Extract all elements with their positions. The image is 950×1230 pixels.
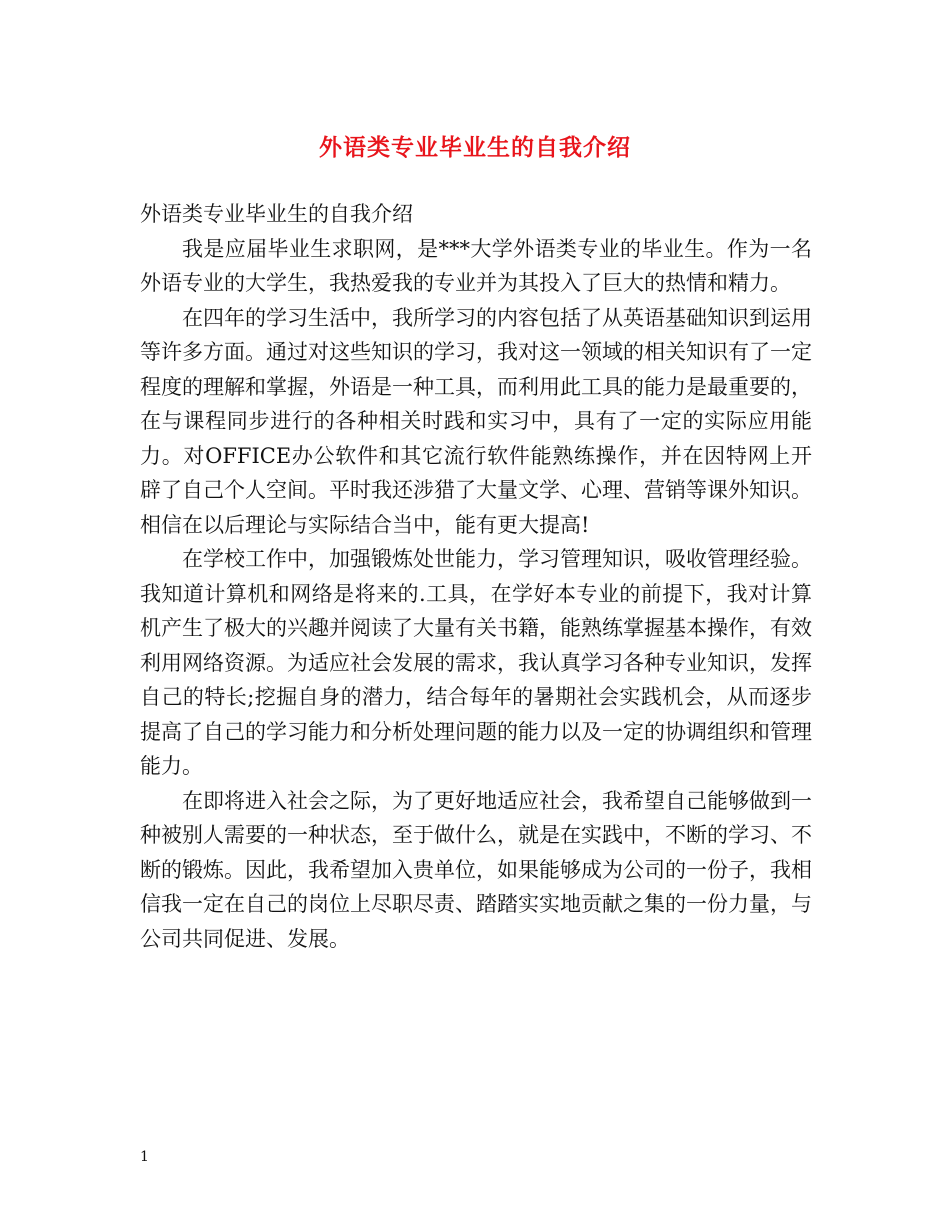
paragraph: 在即将进入社会之际，为了更好地适应社会，我希望自己能够做到一种被别人需要的一种状态，至于做什么，就是在实践中，不断的学习、不断的锻炼。因此，我希望加入贵单位，如果能够成为公司的一份子，我相信我一定在自己的岗位上尽职尽责、踏踏实实地贡献之集的一份力量，与公司共同促进、发展。 (140, 788, 812, 951)
document-subtitle: 外语类专业毕业生的自我介绍 (140, 202, 413, 226)
paragraph: 我是应届毕业生求职网，是***大学外语类专业的毕业生。作为一名外语专业的大学生，我热爱我的专业并为其投入了巨大的热情和精力。 (140, 236, 812, 295)
document-body (140, 197, 812, 956)
paragraph: 在学校工作中，加强锻炼处世能力，学习管理知识，吸收管理经验。 我知道计算机和网络是将来的.工具，在学好本专业的前提下，我对计算机产生了极大的兴趣并阅读了大量有关书籍，能熟练掌握基本操作，有效利用网络资源。为适应社会发展的需求，我认真学习各种专业知识，发挥自己的特长;挖掘自身的潜力，结合每年的暑期社会实践机会，从而逐步提高了自己的学习能力和分析处理问题的能力以及一定的协调组织和管理能力。 (140, 547, 812, 778)
page-number: 1 (140, 1149, 149, 1165)
paragraph: 在四年的学习生活中，我所学习的内容包括了从英语基础知识到运用等许多方面。通过对这些知识的学习，我对这一领域的相关知识有了一定程度的理解和掌握，外语是一种工具，而利用此工具的能力是最重要的，在与课程同步进行的各种相关时践和实习中，具有了一定的实际应用能力。对OFFICE办公软件和其它流行软件能熟练操作，并在因特网上开辟了自己个人空间。平时我还涉猎了大量文学、心理、营销等课外知识。相信在以后理论与实际结合当中，能有更大提高! (140, 305, 812, 537)
document-title: 外语类专业毕业生的自我介绍 (319, 134, 631, 161)
